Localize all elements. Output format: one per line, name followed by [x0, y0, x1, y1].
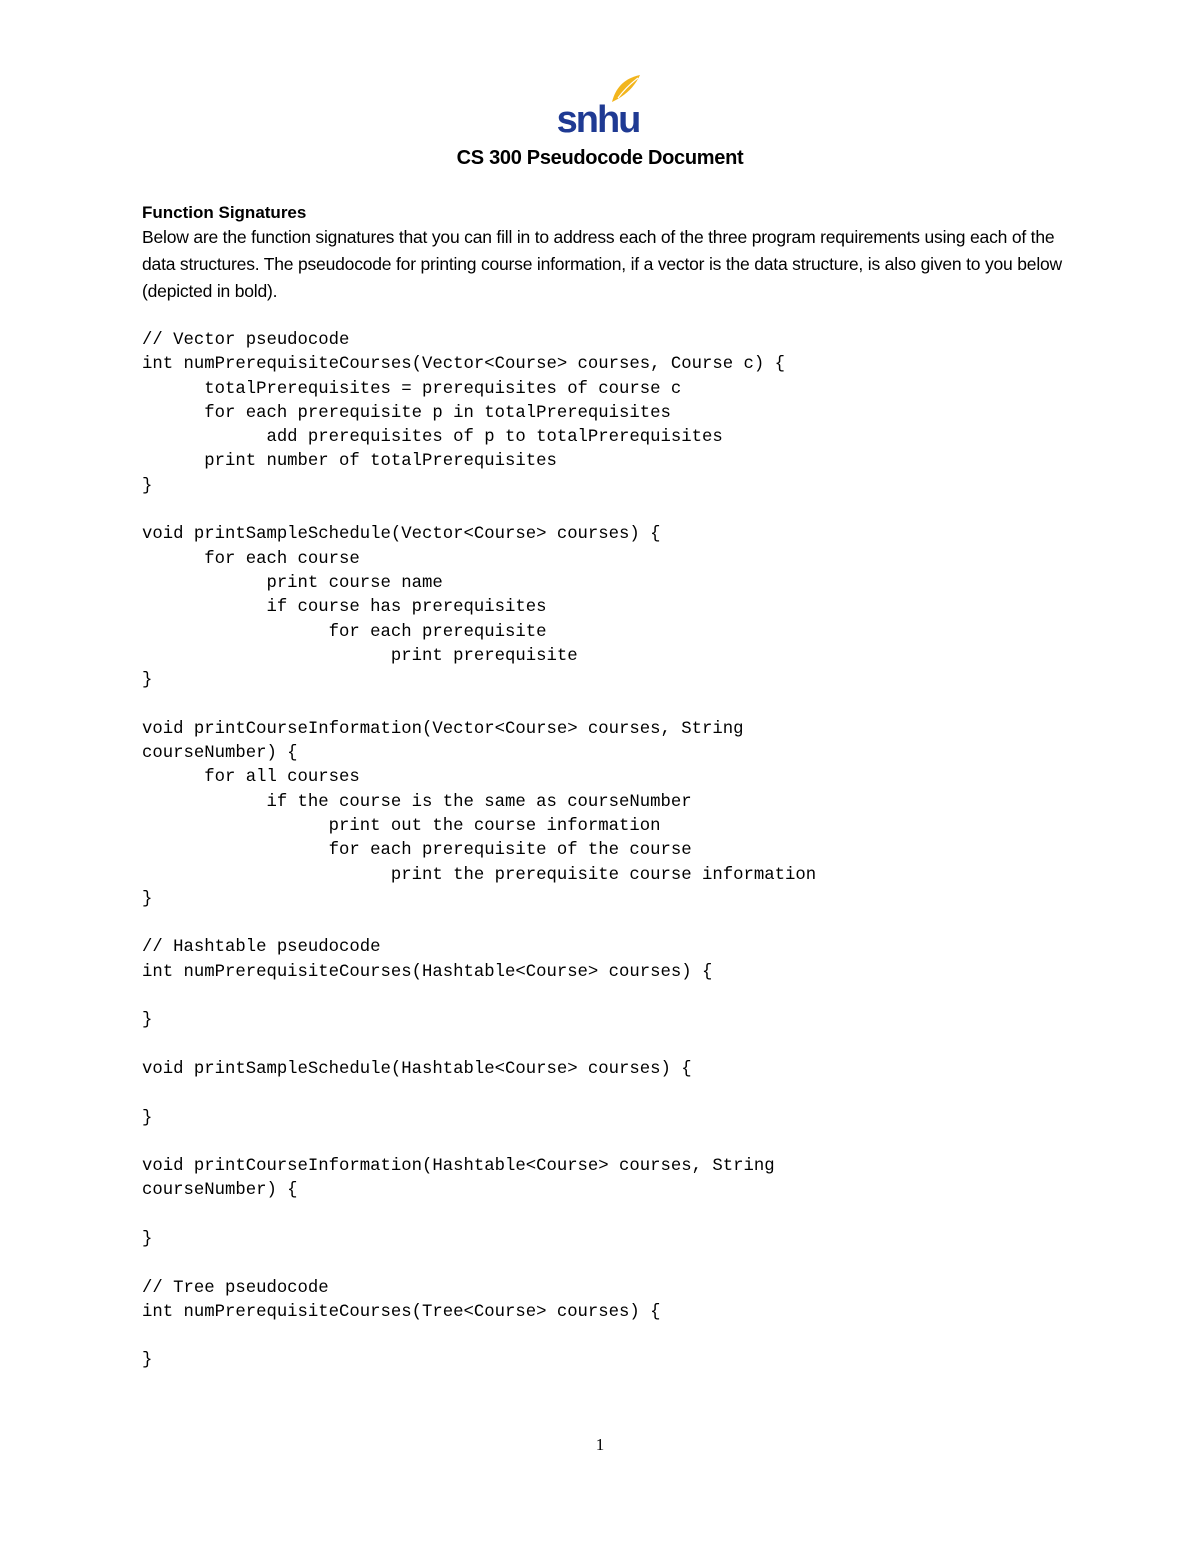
- page-number: 1: [595, 1435, 605, 1454]
- code-line: }: [142, 671, 153, 691]
- code-line: [142, 1082, 816, 1106]
- document-title: CS 300 Pseudocode Document: [456, 147, 744, 169]
- code-line: }: [142, 1351, 153, 1371]
- code-line: }: [142, 476, 153, 496]
- snhu-logo: [552, 72, 644, 138]
- code-line: for each prerequisite: [142, 622, 547, 642]
- code-line: // Hashtable pseudocode: [142, 938, 381, 958]
- code-line: print number of totalPrerequisites: [142, 452, 557, 472]
- code-line: [142, 693, 816, 717]
- pseudocode-block: [142, 329, 816, 1374]
- code-line: [142, 1034, 816, 1058]
- code-line: courseNumber) {: [142, 1181, 298, 1201]
- code-line: [142, 985, 816, 1009]
- snhu-logo-graphic: [552, 72, 644, 138]
- code-line: [142, 1204, 816, 1228]
- code-line: courseNumber) {: [142, 744, 298, 764]
- code-line: }: [142, 889, 153, 909]
- code-line: }: [142, 1108, 153, 1128]
- code-line: int numPrerequisiteCourses(Hashtable<Course> courses) {: [142, 962, 713, 982]
- code-line: }: [142, 1229, 153, 1249]
- code-line: void printSampleSchedule(Vector<Course> courses) {: [142, 525, 661, 545]
- logo-wordmark: snhu: [556, 99, 640, 138]
- code-line: if course has prerequisites: [142, 598, 547, 618]
- code-line: int numPrerequisiteCourses(Vector<Course> courses, Course c) {: [142, 355, 785, 375]
- code-line: void printCourseInformation(Hashtable<Course> courses, String: [142, 1157, 775, 1177]
- code-line: for all courses: [142, 768, 360, 788]
- code-line: // Vector pseudocode: [142, 331, 350, 350]
- code-line: totalPrerequisites = prerequisites of course c: [142, 379, 682, 399]
- code-line: add prerequisites of p to totalPrerequisites: [142, 428, 723, 448]
- code-line: [142, 499, 816, 523]
- code-line: print the prerequisite course information: [142, 865, 817, 885]
- code-line: print out the course information: [142, 816, 661, 836]
- code-line: [142, 912, 816, 936]
- code-line: [142, 1131, 816, 1155]
- code-line: [142, 1252, 816, 1276]
- code-line: void printCourseInformation(Vector<Course> courses, String: [142, 719, 744, 739]
- code-line: for each prerequisite p in totalPrerequisites: [142, 403, 671, 423]
- code-line: [142, 1325, 816, 1349]
- code-line: for each prerequisite of the course: [142, 841, 692, 861]
- section-heading: Function Signatures: [142, 203, 307, 222]
- code-line: // Tree pseudocode: [142, 1278, 329, 1298]
- code-line: print course name: [142, 573, 443, 593]
- code-line: if the course is the same as courseNumber: [142, 792, 692, 812]
- code-line: print prerequisite: [142, 646, 578, 666]
- code-line: for each course: [142, 549, 360, 569]
- code-line: }: [142, 1011, 153, 1031]
- code-line: int numPrerequisiteCourses(Tree<Course> courses) {: [142, 1302, 661, 1322]
- intro-paragraph: Below are the function signatures that you can fill in to address each of the three program requirements using each of the data structures. The pseudocode for printing course information, if a vector is the data structure, is also given to you below (depicted in bold).: [142, 227, 1062, 301]
- code-line: void printSampleSchedule(Hashtable<Course> courses) {: [142, 1059, 692, 1079]
